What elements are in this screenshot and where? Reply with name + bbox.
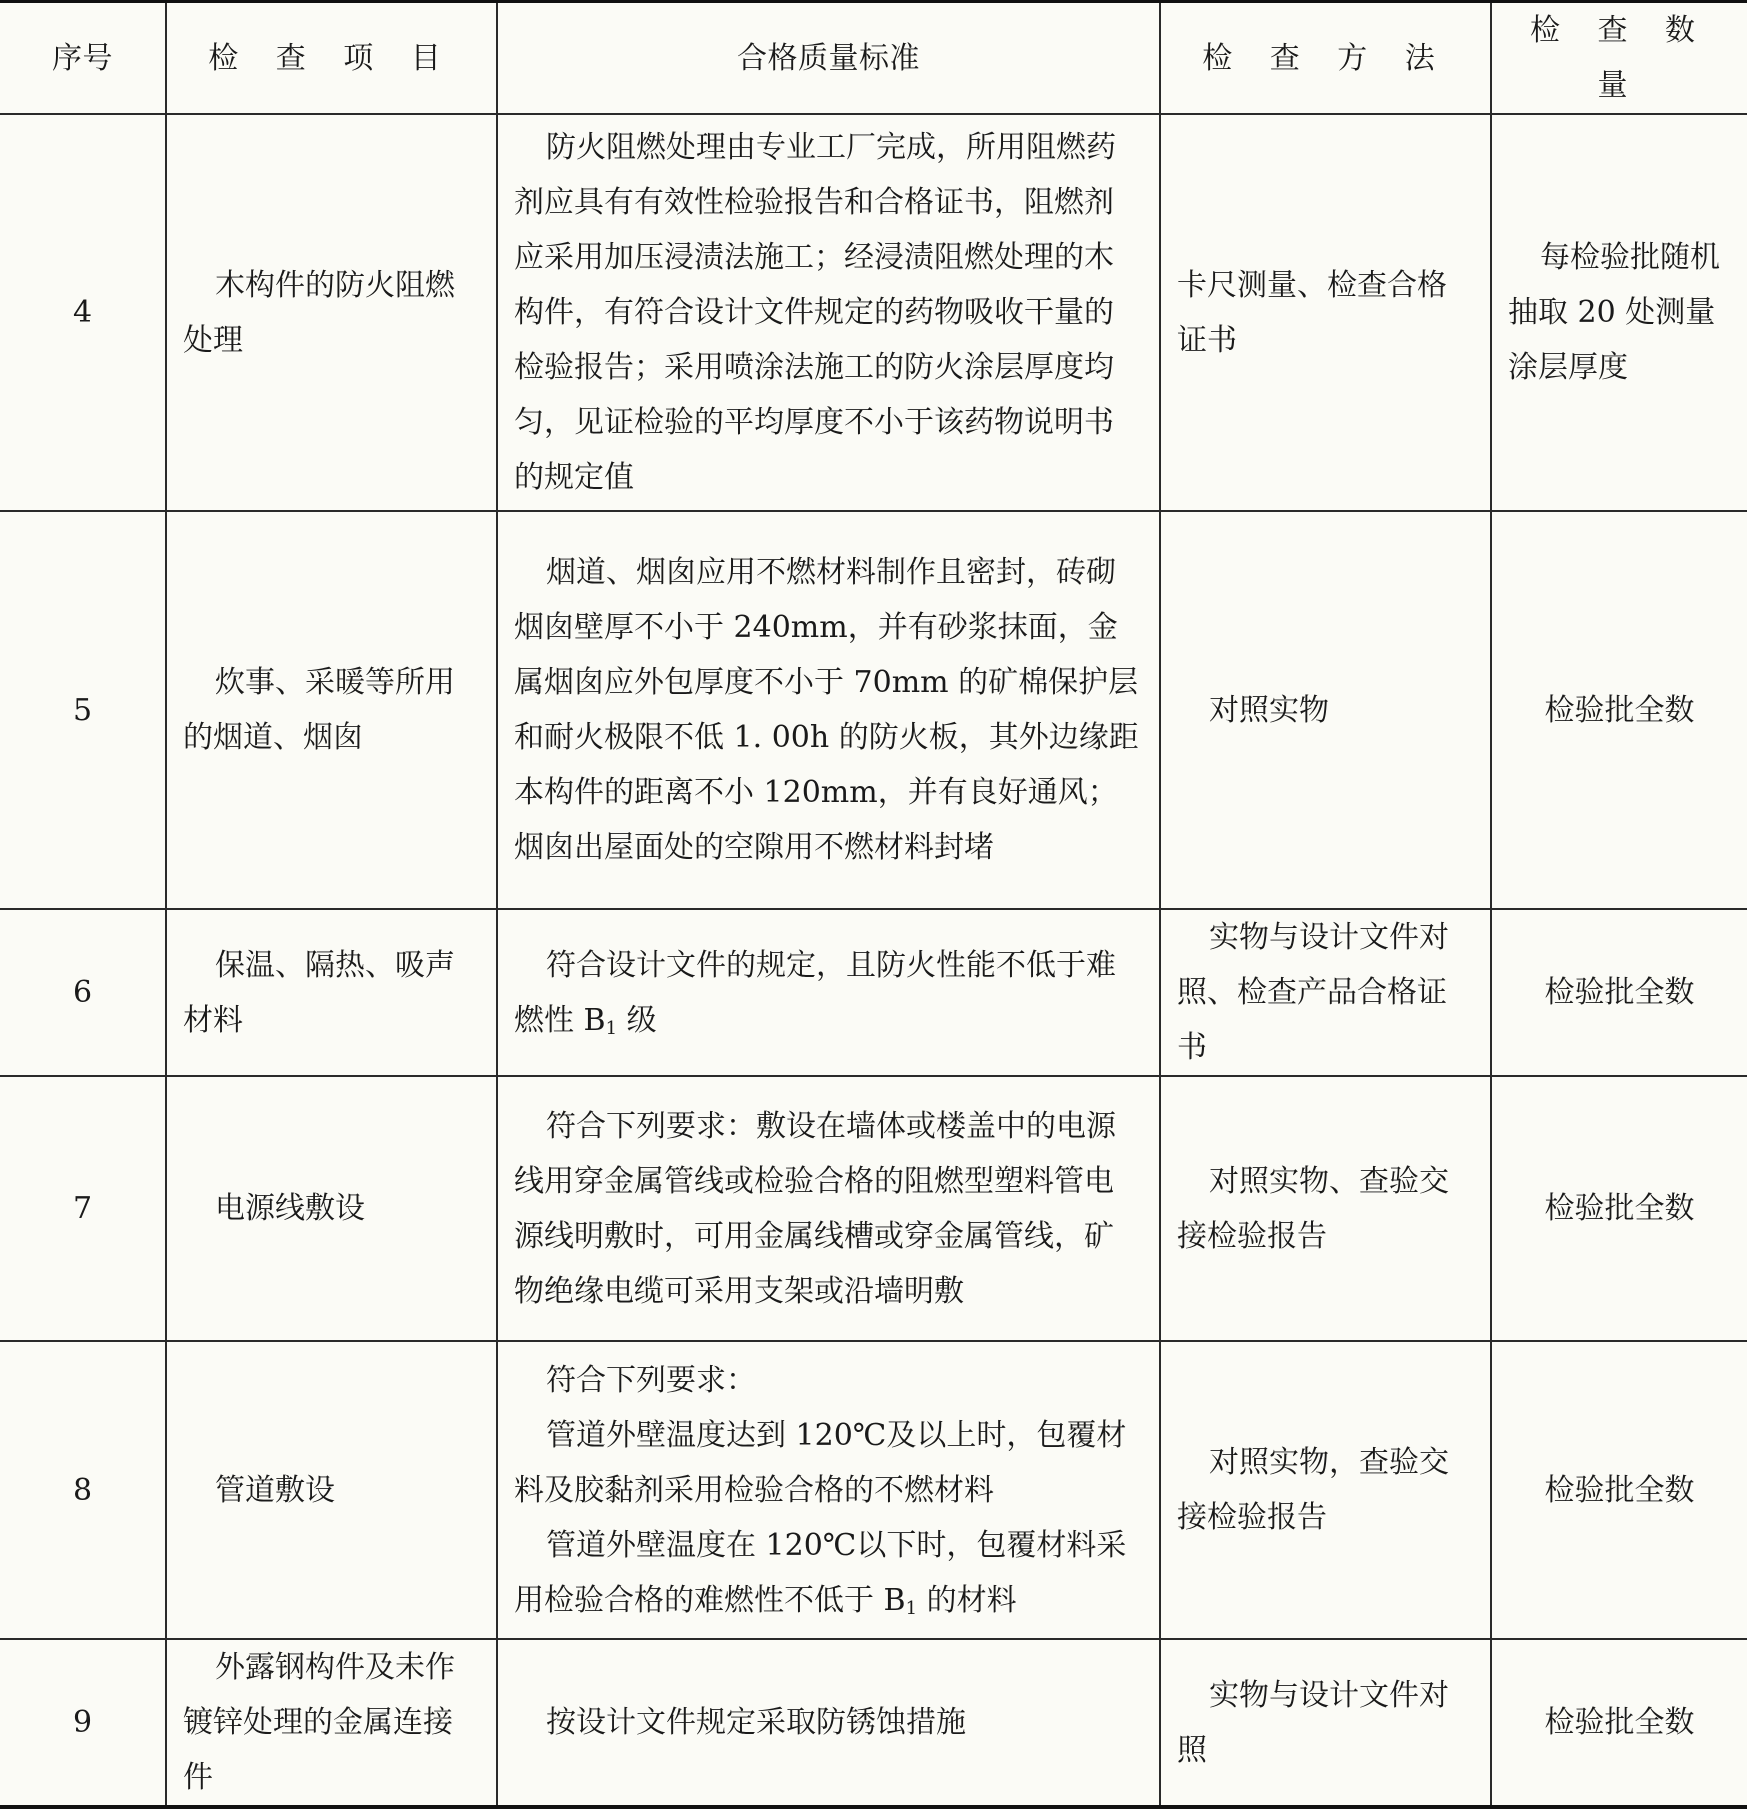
standard-line: 管道外壁温度达到 120℃及以上时，包覆材料及胶黏剂采用检验合格的不燃材料 [514, 1417, 1127, 1508]
row-method: 实物与设计文件对照、检查产品合格证书 [1160, 909, 1491, 1076]
row-standard: 烟道、烟囱应用不燃材料制作且密封，砖砌烟囱壁厚不小于 240mm，并有砂浆抹面，金属烟囱应外包厚度不小于 70mm 的矿棉保护层和耐火极限不低 1. 00h 的防火板，其外边缘距本构件的距离不小 120mm，并有良好通风；烟囱出屋面处的空隙用不燃材料封堵 [497, 511, 1160, 909]
row-item: 电源线敷设 [166, 1076, 497, 1341]
row-quantity: 检验批全数 [1491, 511, 1747, 909]
row-standard [497, 909, 1160, 1076]
standard-text: 符合设计文件的规定，且防火性能不低于难燃性 B [514, 947, 1116, 1038]
row-number: 4 [0, 114, 166, 511]
table-row [0, 1639, 1747, 1807]
header-quantity: 检 查 数 量 [1491, 2, 1747, 115]
row-item: 保温、隔热、吸声材料 [166, 909, 497, 1076]
row-number: 7 [0, 1076, 166, 1341]
row-quantity: 检验批全数 [1491, 909, 1747, 1076]
standard-text-tail: 的材料 [917, 1582, 1017, 1618]
header-row [0, 2, 1747, 115]
row-method: 对照实物，查验交接检验报告 [1160, 1341, 1491, 1639]
row-item: 外露钢构件及未作镀锌处理的金属连接件 [166, 1639, 497, 1807]
row-standard [497, 1341, 1160, 1639]
standard-line: 符合下列要求： [546, 1362, 756, 1398]
row-standard: 符合下列要求：敷设在墙体或楼盖中的电源线用穿金属管线或检验合格的阻燃型塑料管电源线明敷时，可用金属线槽或穿金属管线，矿物绝缘电缆可采用支架或沿墙明敷 [497, 1076, 1160, 1341]
table-row [0, 511, 1747, 909]
row-item: 管道敷设 [166, 1341, 497, 1639]
header-no: 序号 [0, 2, 166, 115]
row-quantity: 每检验批随机抽取 20 处测量涂层厚度 [1491, 114, 1747, 511]
row-method: 对照实物 [1160, 511, 1491, 909]
standard-text: 管道外壁温度在 120℃以下时，包覆材料采用检验合格的难燃性不低于 B [514, 1527, 1127, 1618]
table-row [0, 114, 1747, 511]
row-standard: 防火阻燃处理由专业工厂完成，所用阻燃药剂应具有有效性检验报告和合格证书，阻燃剂应采用加压浸渍法施工；经浸渍阻燃处理的木构件，有符合设计文件规定的药物吸收干量的检验报告；采用喷涂法施工的防火涂层厚度均匀，见证检验的平均厚度不小于该药物说明书的规定值 [497, 114, 1160, 511]
standard-text-tail: 级 [617, 1002, 657, 1038]
header-item: 检 查 项 目 [166, 2, 497, 115]
header-method: 检 查 方 法 [1160, 2, 1491, 115]
row-quantity: 检验批全数 [1491, 1076, 1747, 1341]
row-item: 木构件的防火阻燃处理 [166, 114, 497, 511]
row-number: 6 [0, 909, 166, 1076]
row-item: 炊事、采暖等所用的烟道、烟囱 [166, 511, 497, 909]
row-method: 实物与设计文件对照 [1160, 1639, 1491, 1807]
row-number: 9 [0, 1639, 166, 1807]
standard-subscript: 1 [605, 1017, 618, 1039]
row-quantity: 检验批全数 [1491, 1341, 1747, 1639]
row-number: 5 [0, 511, 166, 909]
table-row [0, 1341, 1747, 1639]
row-method: 卡尺测量、检查合格证书 [1160, 114, 1491, 511]
row-method: 对照实物、查验交接检验报告 [1160, 1076, 1491, 1341]
table-row [0, 909, 1747, 1076]
header-standard: 合格质量标准 [497, 2, 1160, 115]
table-row [0, 1076, 1747, 1341]
row-quantity: 检验批全数 [1491, 1639, 1747, 1807]
row-number: 8 [0, 1341, 166, 1639]
row-standard: 按设计文件规定采取防锈蚀措施 [497, 1639, 1160, 1807]
standard-subscript: 1 [905, 1597, 918, 1619]
